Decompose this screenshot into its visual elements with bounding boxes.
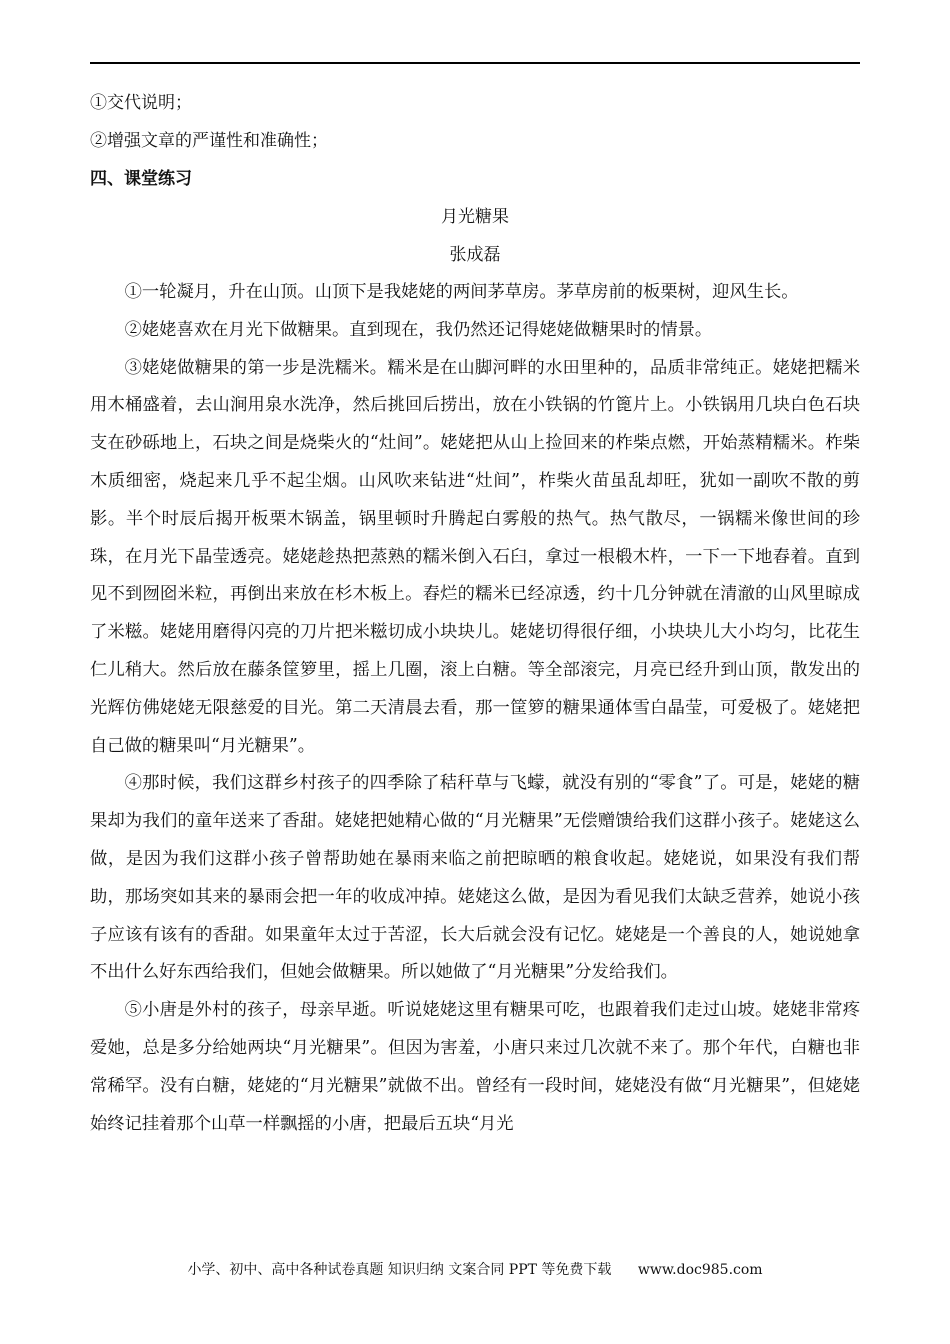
article-paragraph: ③姥姥做糖果的第一步是洗糯米。糯米是在山脚河畔的水田里种的，品质非常纯正。姥姥把糯米用木桶盛着，去山涧用泉水洗净，然后挑回后捞出，放在小铁锅的竹篦片上。小铁锅用几块白色石块支在砂砾地上，石块之间是烧柴火的“灶间”。姥姥把从山上捡回来的柞柴点燃，开始蒸精糯米。柞柴木质细密，烧起来几乎不起尘烟。山风吹来钻进“灶间”，柞柴火苗虽乱却旺，犹如一副吹不散的剪影。半个时辰后揭开板栗木锅盖，锅里顿时升腾起白雾般的热气。热气散尽，一锅糯米像世间的珍珠，在月光下晶莹透亮。姥姥趁热把蒸熟的糯米倒入石臼，拿过一根椴木杵，一下一下地舂着。直到见不到囫囵米粒，再倒出来放在杉木板上。舂烂的糯米已经凉透，约十几分钟就在清澈的山风里晾成了米糍。姥姥用磨得闪亮的刀片把米糍切成小块块儿。姥姥切得很仔细，小块块儿大小均匀，比花生仁儿稍大。然后放在藤条筐箩里，摇上几圈，滚上白糖。等全部滚完，月亮已经升到山顶，散发出的光辉仿佛姥姥无限慈爱的目光。第二天清晨去看，那一筐箩的糖果通体雪白晶莹，可爱极了。姥姥把自己做的糖果叫“月光糖果”。 [90,357,860,756]
article-paragraph: ⑤小唐是外村的孩子，母亲早逝。听说姥姥这里有糖果可吃，也跟着我们走过山坡。姥姥非常疼爱她，总是多分给她两块“月光糖果”。但因为害羞，小唐只来过几次就不来了。那个年代，白糖也非常稀罕。没有白糖，姥姥的“月光糖果”就做不出。曾经有一段时间，姥姥没有做“月光糖果”，但姥姥始终记挂着那个山草一样飘摇的小唐，把最后五块“月光 [90,1000,860,1134]
article-paragraph: ②姥姥喜欢在月光下做糖果。直到现在，我仍然还记得姥姥做糖果时的情景。 [124,319,713,340]
intro-line: ①交代说明； [90,93,192,113]
article-paragraph: ④那时候，我们这群乡村孩子的四季除了秸秆草与飞蠓，就没有别的“零食”了。可是，姥姥的糖果却为我们的童年送来了香甜。姥姥把她精心做的“月光糖果”无偿赠馈给我们这群小孩子。姥姥这么做，是因为我们这群小孩子曾帮助她在暴雨来临之前把晾晒的粮食收起。姥姥说，如果没有我们帮助，那场突如其来的暴雨会把一年的收成冲掉。姥姥这么做，是因为看见我们太缺乏营养，她说小孩子应该有该有的香甜。如果童年太过于苦涩，长大后就会没有记忆。姥姥是一个善良的人，她说她拿不出什么好东西给我们，但她会做糖果。所以她做了“月光糖果”分发给我们。 [90,773,860,983]
header-rule [90,62,860,64]
section-heading: 四、课堂练习 [90,169,192,189]
article-title: 月光糖果 [441,207,509,227]
page-footer [0,1260,950,1280]
footer-text: 小学、初中、高中各种试卷真题 知识归纳 文案合同 PPT 等免费下载 [187,1262,612,1278]
article-paragraph: ①一轮凝月，升在山顶。山顶下是我姥姥的两间茅草房。茅草房前的板栗树，迎风生长。 [124,282,799,302]
footer-url[interactable]: www.doc985.com [637,1262,763,1278]
intro-line: ②增强文章的严谨性和准确性； [90,131,328,151]
article-author: 张成磊 [449,245,501,265]
page-content [90,84,860,1143]
